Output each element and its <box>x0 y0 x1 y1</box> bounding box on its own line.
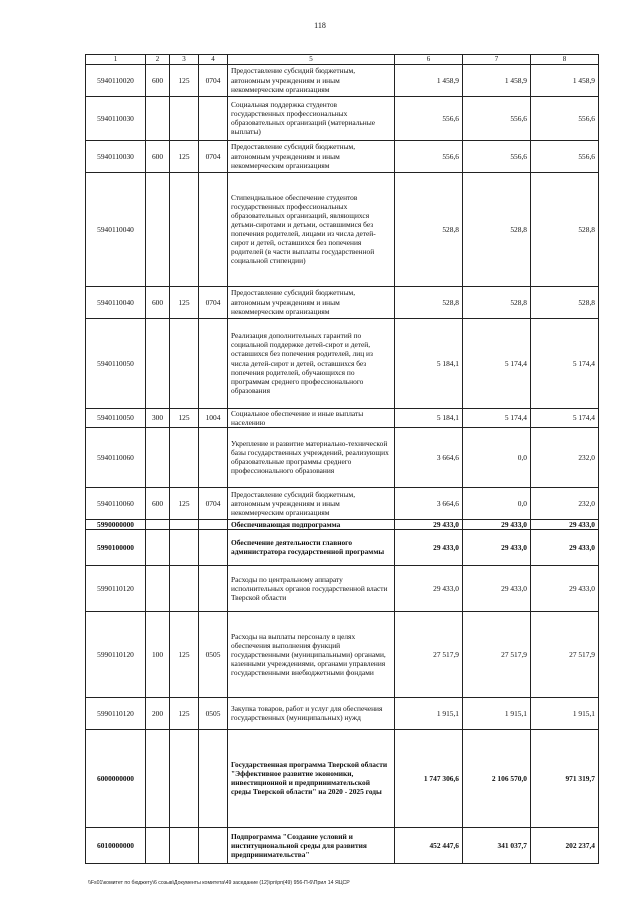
column-header-2: 2 <box>146 55 170 65</box>
row-value6-cell: 29 433,0 <box>395 519 463 529</box>
column-header-8: 8 <box>531 55 599 65</box>
column-header-6: 6 <box>395 55 463 65</box>
row-col4-cell <box>199 827 228 863</box>
row-col2-cell <box>146 519 170 529</box>
row-col2-cell <box>146 827 170 863</box>
row-col3-cell <box>170 96 199 140</box>
row-value8-cell: 202 237,4 <box>531 827 599 863</box>
column-header-3: 3 <box>170 55 199 65</box>
row-col3-cell: 125 <box>170 487 199 519</box>
table-row <box>86 565 599 611</box>
row-col3-cell <box>170 427 199 487</box>
row-col2-cell: 100 <box>146 611 170 697</box>
table-row <box>86 519 599 529</box>
row-value8-cell: 971 319,7 <box>531 729 599 827</box>
row-name-cell: Расходы на выплаты персоналу в целях обеспечения выполнения функций государственными (муниципальными) органами, казенными учреждениями, органами управления государственными внебюджетными фондами <box>228 611 395 697</box>
row-value6-cell: 556,6 <box>395 96 463 140</box>
row-code-cell: 5940110050 <box>86 408 146 427</box>
row-value7-cell: 0,0 <box>463 487 531 519</box>
row-name-cell: Реализация дополнительных гарантий по социальной поддержке детей-сирот и детей, оставшихся без попечения родителей, лиц из числа детей-сирот и детей, оставшихся без попечения родителей, обучающихся по программам среднего профессионального образования <box>228 318 395 408</box>
row-col3-cell <box>170 519 199 529</box>
row-col3-cell: 125 <box>170 286 199 318</box>
row-col4-cell <box>199 729 228 827</box>
row-value6-cell: 1 915,1 <box>395 697 463 729</box>
column-header-4: 4 <box>199 55 228 65</box>
row-name-cell: Предоставление субсидий бюджетным, автономным учреждениям и иным некоммерческим организациям <box>228 487 395 519</box>
row-col4-cell: 0505 <box>199 611 228 697</box>
row-code-cell: 5990110120 <box>86 697 146 729</box>
row-col2-cell <box>146 96 170 140</box>
row-col2-cell <box>146 529 170 565</box>
page-number: 118 <box>314 21 326 30</box>
row-name-cell: Обеспечение деятельности главного администратора государственной программы <box>228 529 395 565</box>
header-row <box>86 55 599 65</box>
row-value7-cell: 556,6 <box>463 96 531 140</box>
table-row <box>86 827 599 863</box>
row-col4-cell: 0704 <box>199 286 228 318</box>
row-name-cell: Предоставление субсидий бюджетным, автономным учреждениям и иным некоммерческим организациям <box>228 286 395 318</box>
row-value7-cell: 556,6 <box>463 140 531 172</box>
row-col3-cell <box>170 565 199 611</box>
row-value7-cell: 29 433,0 <box>463 565 531 611</box>
row-col4-cell <box>199 96 228 140</box>
row-code-cell: 6010000000 <box>86 827 146 863</box>
row-value6-cell: 1 747 306,6 <box>395 729 463 827</box>
row-name-cell: Расходы по центральному аппарату исполнительных органов государственной власти Тверской области <box>228 565 395 611</box>
row-value8-cell: 556,6 <box>531 96 599 140</box>
row-value6-cell: 528,8 <box>395 172 463 286</box>
row-value8-cell: 232,0 <box>531 487 599 519</box>
row-value6-cell: 1 458,9 <box>395 64 463 96</box>
table-row <box>86 172 599 286</box>
row-value6-cell: 29 433,0 <box>395 565 463 611</box>
row-code-cell: 5990000000 <box>86 519 146 529</box>
row-code-cell: 5940110020 <box>86 64 146 96</box>
row-col4-cell <box>199 172 228 286</box>
table-row <box>86 611 599 697</box>
row-value8-cell: 1 458,9 <box>531 64 599 96</box>
row-value7-cell: 1 458,9 <box>463 64 531 96</box>
row-code-cell: 5940110050 <box>86 318 146 408</box>
table-body <box>86 64 599 863</box>
table-row <box>86 64 599 96</box>
row-value7-cell: 528,8 <box>463 172 531 286</box>
row-value6-cell: 3 664,6 <box>395 487 463 519</box>
row-col3-cell <box>170 318 199 408</box>
row-col3-cell: 125 <box>170 697 199 729</box>
row-col4-cell: 0505 <box>199 697 228 729</box>
row-name-cell: Предоставление субсидий бюджетным, автономным учреждениям и иным некоммерческим организациям <box>228 140 395 172</box>
row-code-cell: 6000000000 <box>86 729 146 827</box>
row-col4-cell <box>199 318 228 408</box>
table-row <box>86 408 599 427</box>
row-value8-cell: 528,8 <box>531 286 599 318</box>
budget-table <box>85 54 599 864</box>
row-value6-cell: 29 433,0 <box>395 529 463 565</box>
row-col4-cell: 0704 <box>199 140 228 172</box>
row-col4-cell <box>199 427 228 487</box>
row-value8-cell: 528,8 <box>531 172 599 286</box>
row-value8-cell: 5 174,4 <box>531 318 599 408</box>
row-value7-cell: 5 174,4 <box>463 318 531 408</box>
row-code-cell: 5990110120 <box>86 611 146 697</box>
table-row <box>86 729 599 827</box>
footer-path: \\Fs01\комитет по бюджету\6 созыв\Документы комитета\49 заседание (12)\рп\рп(49) 956-П-6\Прил 14 ЯЦСР <box>88 880 350 886</box>
row-code-cell: 5940110040 <box>86 286 146 318</box>
row-col4-cell: 1004 <box>199 408 228 427</box>
row-col3-cell: 125 <box>170 64 199 96</box>
row-col4-cell: 0704 <box>199 64 228 96</box>
row-col3-cell <box>170 172 199 286</box>
row-col3-cell <box>170 827 199 863</box>
row-name-cell: Подпрограмма "Создание условий и институциональной среды для развития предпринимательства" <box>228 827 395 863</box>
row-col2-cell <box>146 729 170 827</box>
row-value6-cell: 27 517,9 <box>395 611 463 697</box>
row-value6-cell: 3 664,6 <box>395 427 463 487</box>
row-name-cell: Стипендиальное обеспечение студентов государственных профессиональных образовательных организаций, являющихся детьми-сиротами и детьми, оставшимися без попечения родителей, лицами из числа детей-сирот и детей, оставшихся без попечения родителей (в части выплаты государственной социальной стипендии) <box>228 172 395 286</box>
row-col2-cell: 600 <box>146 487 170 519</box>
row-value7-cell: 341 037,7 <box>463 827 531 863</box>
table-row <box>86 487 599 519</box>
row-col3-cell: 125 <box>170 611 199 697</box>
row-value7-cell: 528,8 <box>463 286 531 318</box>
row-value8-cell: 29 433,0 <box>531 519 599 529</box>
table-row <box>86 529 599 565</box>
row-value6-cell: 5 184,1 <box>395 408 463 427</box>
column-header-1: 1 <box>86 55 146 65</box>
row-name-cell: Закупка товаров, работ и услуг для обеспечения государственных (муниципальных) нужд <box>228 697 395 729</box>
row-code-cell: 5940110030 <box>86 140 146 172</box>
row-col2-cell: 600 <box>146 64 170 96</box>
row-col2-cell <box>146 172 170 286</box>
row-col2-cell: 200 <box>146 697 170 729</box>
column-header-7: 7 <box>463 55 531 65</box>
row-name-cell: Социальная поддержка студентов государственных профессиональных образовательных организаций (материальные выплаты) <box>228 96 395 140</box>
row-value8-cell: 5 174,4 <box>531 408 599 427</box>
row-name-cell: Укрепление и развитие материально-технической базы государственных учреждений, реализующих образовательные программы среднего профессионального образования <box>228 427 395 487</box>
row-col2-cell: 600 <box>146 140 170 172</box>
row-col2-cell: 300 <box>146 408 170 427</box>
row-name-cell: Обеспечивающая подпрограмма <box>228 519 395 529</box>
row-value7-cell: 5 174,4 <box>463 408 531 427</box>
row-name-cell: Государственная программа Тверской области "Эффективное развитие экономики, инвестиционной и предпринимательской среды Тверской области" на 2020 - 2025 годы <box>228 729 395 827</box>
row-col2-cell <box>146 427 170 487</box>
table-row <box>86 318 599 408</box>
row-code-cell: 5940110060 <box>86 427 146 487</box>
row-value6-cell: 5 184,1 <box>395 318 463 408</box>
row-col2-cell: 600 <box>146 286 170 318</box>
row-value6-cell: 556,6 <box>395 140 463 172</box>
row-value7-cell: 27 517,9 <box>463 611 531 697</box>
row-name-cell: Предоставление субсидий бюджетным, автономным учреждениям и иным некоммерческим организациям <box>228 64 395 96</box>
row-name-cell: Социальное обеспечение и иные выплаты населению <box>228 408 395 427</box>
row-value6-cell: 452 447,6 <box>395 827 463 863</box>
row-value7-cell: 0,0 <box>463 427 531 487</box>
column-header-5: 5 <box>228 55 395 65</box>
row-value7-cell: 2 106 570,0 <box>463 729 531 827</box>
row-col3-cell <box>170 729 199 827</box>
row-code-cell: 5940110060 <box>86 487 146 519</box>
row-value6-cell: 528,8 <box>395 286 463 318</box>
row-value8-cell: 556,6 <box>531 140 599 172</box>
row-col2-cell <box>146 565 170 611</box>
row-col3-cell: 125 <box>170 408 199 427</box>
table-row <box>86 96 599 140</box>
row-value8-cell: 1 915,1 <box>531 697 599 729</box>
row-value8-cell: 29 433,0 <box>531 565 599 611</box>
row-col2-cell <box>146 318 170 408</box>
table-row <box>86 427 599 487</box>
row-value8-cell: 232,0 <box>531 427 599 487</box>
row-col4-cell <box>199 529 228 565</box>
row-value7-cell: 1 915,1 <box>463 697 531 729</box>
row-col3-cell: 125 <box>170 140 199 172</box>
row-code-cell: 5990110120 <box>86 565 146 611</box>
row-col3-cell <box>170 529 199 565</box>
row-col4-cell <box>199 519 228 529</box>
table-row <box>86 140 599 172</box>
row-code-cell: 5990100000 <box>86 529 146 565</box>
row-col4-cell <box>199 565 228 611</box>
row-value7-cell: 29 433,0 <box>463 519 531 529</box>
row-value8-cell: 27 517,9 <box>531 611 599 697</box>
row-value7-cell: 29 433,0 <box>463 529 531 565</box>
row-value8-cell: 29 433,0 <box>531 529 599 565</box>
table-row <box>86 697 599 729</box>
row-code-cell: 5940110030 <box>86 96 146 140</box>
row-col4-cell: 0704 <box>199 487 228 519</box>
table-row <box>86 286 599 318</box>
row-code-cell: 5940110040 <box>86 172 146 286</box>
